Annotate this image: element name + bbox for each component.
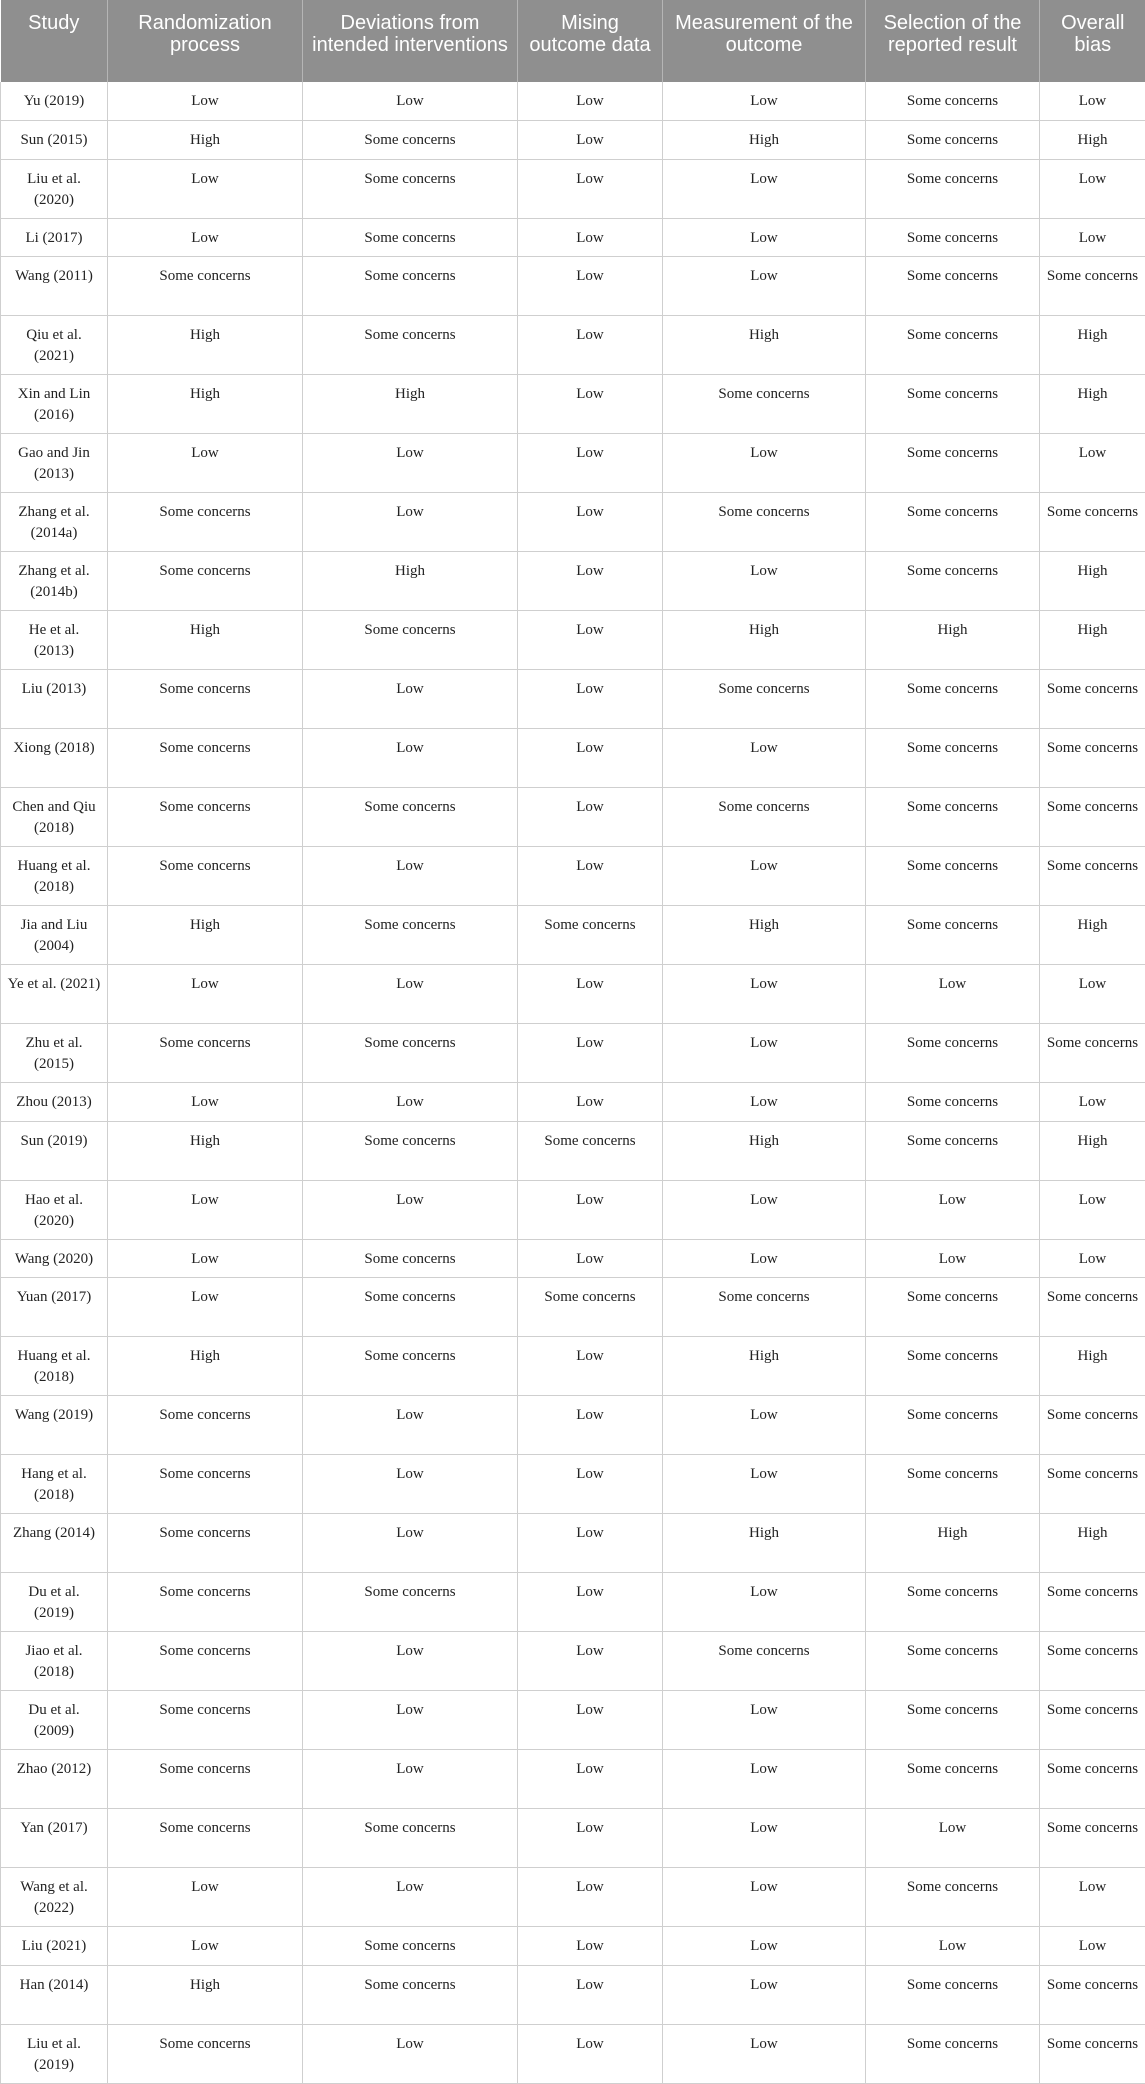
- cell-deviations: Low: [303, 434, 518, 493]
- cell-missing-data: Low: [518, 1239, 663, 1278]
- cell-overall-bias: Some concerns: [1040, 1573, 1145, 1632]
- cell-missing-data: Low: [518, 434, 663, 493]
- cell-measurement: Low: [663, 965, 866, 1024]
- table-row: [1, 2024, 1145, 2083]
- cell-missing-data: Low: [518, 1750, 663, 1809]
- table-row: [1, 1573, 1145, 1632]
- table-row: [1, 1868, 1145, 1927]
- cell-randomization: Some concerns: [108, 493, 303, 552]
- cell-randomization: Low: [108, 1180, 303, 1239]
- header-overall-bias: Overall bias: [1040, 0, 1145, 82]
- cell-deviations: High: [303, 375, 518, 434]
- cell-measurement: Some concerns: [663, 493, 866, 552]
- cell-measurement: Some concerns: [663, 1632, 866, 1691]
- cell-overall-bias: Some concerns: [1040, 1024, 1145, 1083]
- cell-randomization: High: [108, 316, 303, 375]
- cell-overall-bias: High: [1040, 375, 1145, 434]
- table-row: [1, 1965, 1145, 2024]
- cell-randomization: Some concerns: [108, 552, 303, 611]
- cell-missing-data: Low: [518, 611, 663, 670]
- cell-randomization: Some concerns: [108, 1024, 303, 1083]
- cell-measurement: Some concerns: [663, 788, 866, 847]
- cell-measurement: Low: [663, 729, 866, 788]
- cell-missing-data: Low: [518, 1691, 663, 1750]
- cell-measurement: Low: [663, 1180, 866, 1239]
- cell-deviations: Some concerns: [303, 1024, 518, 1083]
- cell-study: Du et al. (2009): [1, 1691, 108, 1750]
- cell-overall-bias: High: [1040, 906, 1145, 965]
- cell-selection: Some concerns: [866, 1337, 1040, 1396]
- cell-overall-bias: Some concerns: [1040, 1396, 1145, 1455]
- cell-deviations: Some concerns: [303, 121, 518, 160]
- cell-deviations: Low: [303, 82, 518, 121]
- cell-overall-bias: Some concerns: [1040, 1965, 1145, 2024]
- cell-selection: Some concerns: [866, 1121, 1040, 1180]
- cell-missing-data: Low: [518, 1632, 663, 1691]
- cell-randomization: Low: [108, 82, 303, 121]
- cell-selection: Some concerns: [866, 493, 1040, 552]
- cell-deviations: Some concerns: [303, 159, 518, 218]
- table-row: [1, 1455, 1145, 1514]
- cell-missing-data: Low: [518, 965, 663, 1024]
- cell-randomization: Some concerns: [108, 1750, 303, 1809]
- cell-study: Qiu et al. (2021): [1, 316, 108, 375]
- cell-missing-data: Low: [518, 847, 663, 906]
- cell-study: Jiao et al. (2018): [1, 1632, 108, 1691]
- cell-randomization: Some concerns: [108, 1514, 303, 1573]
- header-randomization-process: Randomization process: [108, 0, 303, 82]
- cell-missing-data: Low: [518, 1573, 663, 1632]
- cell-overall-bias: Some concerns: [1040, 1455, 1145, 1514]
- cell-missing-data: Low: [518, 1180, 663, 1239]
- cell-deviations: Low: [303, 1691, 518, 1750]
- cell-randomization: Some concerns: [108, 1691, 303, 1750]
- cell-study: Wang (2019): [1, 1396, 108, 1455]
- table-row: [1, 788, 1145, 847]
- cell-randomization: High: [108, 1965, 303, 2024]
- cell-missing-data: Low: [518, 218, 663, 257]
- cell-selection: Low: [866, 1180, 1040, 1239]
- cell-overall-bias: High: [1040, 1121, 1145, 1180]
- table-row: [1, 1024, 1145, 1083]
- header-missing-outcome-data: Mising outcome data: [518, 0, 663, 82]
- cell-measurement: Low: [663, 257, 866, 316]
- cell-selection: Low: [866, 965, 1040, 1024]
- cell-measurement: High: [663, 1337, 866, 1396]
- cell-overall-bias: Some concerns: [1040, 847, 1145, 906]
- cell-measurement: Low: [663, 1750, 866, 1809]
- table-row: [1, 1514, 1145, 1573]
- cell-missing-data: Low: [518, 159, 663, 218]
- cell-study: He et al. (2013): [1, 611, 108, 670]
- cell-measurement: High: [663, 1514, 866, 1573]
- cell-measurement: Low: [663, 82, 866, 121]
- cell-randomization: Low: [108, 1278, 303, 1337]
- header-deviations: Deviations from intended interventions: [303, 0, 518, 82]
- cell-randomization: Some concerns: [108, 847, 303, 906]
- cell-selection: Some concerns: [866, 316, 1040, 375]
- cell-deviations: Low: [303, 2024, 518, 2083]
- cell-study: Wang (2011): [1, 257, 108, 316]
- cell-deviations: Some concerns: [303, 906, 518, 965]
- cell-selection: Some concerns: [866, 218, 1040, 257]
- cell-deviations: Low: [303, 1632, 518, 1691]
- table-row: [1, 1083, 1145, 1122]
- cell-missing-data: Low: [518, 375, 663, 434]
- cell-deviations: Some concerns: [303, 1278, 518, 1337]
- cell-study: Xiong (2018): [1, 729, 108, 788]
- cell-selection: Some concerns: [866, 82, 1040, 121]
- cell-study: Sun (2015): [1, 121, 108, 160]
- cell-randomization: Some concerns: [108, 729, 303, 788]
- cell-measurement: Some concerns: [663, 670, 866, 729]
- cell-study: Liu (2013): [1, 670, 108, 729]
- cell-measurement: Low: [663, 1965, 866, 2024]
- cell-selection: High: [866, 611, 1040, 670]
- header-row: [1, 0, 1145, 82]
- cell-selection: High: [866, 1514, 1040, 1573]
- table-row: [1, 552, 1145, 611]
- cell-deviations: Some concerns: [303, 1927, 518, 1966]
- cell-study: Zhao (2012): [1, 1750, 108, 1809]
- cell-deviations: Some concerns: [303, 257, 518, 316]
- cell-deviations: Some concerns: [303, 1239, 518, 1278]
- cell-study: Yu (2019): [1, 82, 108, 121]
- cell-measurement: Low: [663, 1455, 866, 1514]
- cell-deviations: Low: [303, 1750, 518, 1809]
- table-row: [1, 159, 1145, 218]
- cell-selection: Low: [866, 1809, 1040, 1868]
- cell-study: Zhang et al. (2014a): [1, 493, 108, 552]
- table-row: [1, 1180, 1145, 1239]
- table-row: [1, 847, 1145, 906]
- cell-study: Zhang et al. (2014b): [1, 552, 108, 611]
- cell-study: Yan (2017): [1, 1809, 108, 1868]
- cell-deviations: Some concerns: [303, 1121, 518, 1180]
- cell-randomization: High: [108, 906, 303, 965]
- cell-missing-data: Low: [518, 1396, 663, 1455]
- cell-measurement: Low: [663, 1927, 866, 1966]
- cell-randomization: Some concerns: [108, 1632, 303, 1691]
- cell-missing-data: Low: [518, 1083, 663, 1122]
- table-row: [1, 1927, 1145, 1966]
- cell-measurement: Low: [663, 218, 866, 257]
- cell-deviations: Some concerns: [303, 1809, 518, 1868]
- cell-selection: Some concerns: [866, 1573, 1040, 1632]
- cell-selection: Some concerns: [866, 1455, 1040, 1514]
- cell-deviations: Low: [303, 1180, 518, 1239]
- table-row: [1, 1239, 1145, 1278]
- cell-randomization: Low: [108, 1927, 303, 1966]
- cell-deviations: Low: [303, 1868, 518, 1927]
- cell-study: Xin and Lin (2016): [1, 375, 108, 434]
- cell-selection: Some concerns: [866, 1691, 1040, 1750]
- cell-randomization: Some concerns: [108, 257, 303, 316]
- cell-missing-data: Low: [518, 1809, 663, 1868]
- cell-measurement: Low: [663, 434, 866, 493]
- table-row: [1, 316, 1145, 375]
- table-body: [1, 82, 1145, 2083]
- table-row: [1, 257, 1145, 316]
- cell-randomization: High: [108, 611, 303, 670]
- cell-missing-data: Low: [518, 1868, 663, 1927]
- table-row: [1, 1691, 1145, 1750]
- cell-study: Zhang (2014): [1, 1514, 108, 1573]
- cell-selection: Some concerns: [866, 1632, 1040, 1691]
- cell-study: Zhou (2013): [1, 1083, 108, 1122]
- cell-selection: Some concerns: [866, 159, 1040, 218]
- cell-missing-data: Low: [518, 788, 663, 847]
- cell-overall-bias: Low: [1040, 159, 1145, 218]
- table-row: [1, 1809, 1145, 1868]
- cell-deviations: Low: [303, 1514, 518, 1573]
- cell-randomization: Some concerns: [108, 670, 303, 729]
- cell-measurement: Low: [663, 1573, 866, 1632]
- cell-overall-bias: Some concerns: [1040, 257, 1145, 316]
- cell-overall-bias: Some concerns: [1040, 1278, 1145, 1337]
- cell-overall-bias: Low: [1040, 1868, 1145, 1927]
- cell-randomization: Low: [108, 159, 303, 218]
- cell-missing-data: Low: [518, 82, 663, 121]
- cell-study: Huang et al. (2018): [1, 847, 108, 906]
- cell-overall-bias: Low: [1040, 965, 1145, 1024]
- cell-selection: Some concerns: [866, 1024, 1040, 1083]
- header-measurement-of-outcome: Measurement of the outcome: [663, 0, 866, 82]
- cell-selection: Some concerns: [866, 552, 1040, 611]
- cell-missing-data: Low: [518, 2024, 663, 2083]
- cell-selection: Some concerns: [866, 729, 1040, 788]
- cell-study: Sun (2019): [1, 1121, 108, 1180]
- cell-missing-data: Low: [518, 670, 663, 729]
- cell-missing-data: Low: [518, 1024, 663, 1083]
- table-row: [1, 611, 1145, 670]
- cell-measurement: Low: [663, 1396, 866, 1455]
- cell-missing-data: Low: [518, 1927, 663, 1966]
- cell-overall-bias: Some concerns: [1040, 1691, 1145, 1750]
- cell-overall-bias: Low: [1040, 434, 1145, 493]
- cell-selection: Low: [866, 1927, 1040, 1966]
- cell-missing-data: Some concerns: [518, 1121, 663, 1180]
- cell-missing-data: Low: [518, 1337, 663, 1396]
- cell-study: Ye et al. (2021): [1, 965, 108, 1024]
- cell-deviations: Some concerns: [303, 788, 518, 847]
- cell-study: Hao et al. (2020): [1, 1180, 108, 1239]
- cell-overall-bias: High: [1040, 316, 1145, 375]
- cell-overall-bias: Low: [1040, 1239, 1145, 1278]
- cell-randomization: High: [108, 1121, 303, 1180]
- cell-study: Liu et al. (2020): [1, 159, 108, 218]
- cell-measurement: Low: [663, 1239, 866, 1278]
- table-row: [1, 729, 1145, 788]
- cell-measurement: Low: [663, 552, 866, 611]
- cell-measurement: Low: [663, 159, 866, 218]
- table-row: [1, 218, 1145, 257]
- cell-deviations: Low: [303, 670, 518, 729]
- cell-missing-data: Low: [518, 1514, 663, 1573]
- cell-measurement: Low: [663, 1024, 866, 1083]
- cell-measurement: Some concerns: [663, 1278, 866, 1337]
- cell-study: Han (2014): [1, 1965, 108, 2024]
- cell-selection: Some concerns: [866, 906, 1040, 965]
- cell-measurement: Low: [663, 1809, 866, 1868]
- cell-study: Wang (2020): [1, 1239, 108, 1278]
- cell-randomization: Some concerns: [108, 1573, 303, 1632]
- cell-measurement: Low: [663, 2024, 866, 2083]
- cell-measurement: High: [663, 906, 866, 965]
- cell-selection: Some concerns: [866, 257, 1040, 316]
- table-row: [1, 1278, 1145, 1337]
- cell-overall-bias: High: [1040, 1514, 1145, 1573]
- cell-measurement: High: [663, 1121, 866, 1180]
- cell-randomization: Some concerns: [108, 788, 303, 847]
- cell-selection: Some concerns: [866, 1396, 1040, 1455]
- cell-missing-data: Low: [518, 121, 663, 160]
- cell-overall-bias: Some concerns: [1040, 493, 1145, 552]
- cell-selection: Some concerns: [866, 670, 1040, 729]
- cell-deviations: Low: [303, 729, 518, 788]
- cell-missing-data: Some concerns: [518, 906, 663, 965]
- cell-selection: Some concerns: [866, 1083, 1040, 1122]
- cell-selection: Some concerns: [866, 1965, 1040, 2024]
- cell-selection: Some concerns: [866, 375, 1040, 434]
- cell-overall-bias: Low: [1040, 1180, 1145, 1239]
- cell-missing-data: Low: [518, 257, 663, 316]
- cell-study: Li (2017): [1, 218, 108, 257]
- cell-selection: Some concerns: [866, 434, 1040, 493]
- cell-overall-bias: High: [1040, 552, 1145, 611]
- table-row: [1, 1396, 1145, 1455]
- cell-measurement: High: [663, 316, 866, 375]
- cell-overall-bias: Some concerns: [1040, 1809, 1145, 1868]
- cell-study: Gao and Jin (2013): [1, 434, 108, 493]
- cell-study: Liu et al. (2019): [1, 2024, 108, 2083]
- cell-deviations: Low: [303, 1396, 518, 1455]
- cell-measurement: Low: [663, 1868, 866, 1927]
- cell-randomization: Some concerns: [108, 1809, 303, 1868]
- cell-selection: Some concerns: [866, 1278, 1040, 1337]
- cell-deviations: Low: [303, 847, 518, 906]
- cell-missing-data: Low: [518, 493, 663, 552]
- cell-overall-bias: Some concerns: [1040, 2024, 1145, 2083]
- cell-missing-data: Low: [518, 729, 663, 788]
- table-row: [1, 1121, 1145, 1180]
- cell-randomization: Low: [108, 1868, 303, 1927]
- cell-deviations: Some concerns: [303, 1337, 518, 1396]
- cell-randomization: Some concerns: [108, 1396, 303, 1455]
- cell-deviations: High: [303, 552, 518, 611]
- cell-selection: Some concerns: [866, 121, 1040, 160]
- cell-overall-bias: Low: [1040, 1927, 1145, 1966]
- cell-overall-bias: High: [1040, 1337, 1145, 1396]
- table-row: [1, 965, 1145, 1024]
- cell-randomization: Low: [108, 218, 303, 257]
- cell-study: Liu (2021): [1, 1927, 108, 1966]
- cell-deviations: Some concerns: [303, 1573, 518, 1632]
- cell-missing-data: Low: [518, 1455, 663, 1514]
- cell-overall-bias: Some concerns: [1040, 788, 1145, 847]
- cell-randomization: High: [108, 121, 303, 160]
- table-row: [1, 1632, 1145, 1691]
- cell-randomization: Low: [108, 965, 303, 1024]
- cell-missing-data: Low: [518, 552, 663, 611]
- table-row: [1, 906, 1145, 965]
- cell-study: Chen and Qiu (2018): [1, 788, 108, 847]
- cell-deviations: Some concerns: [303, 611, 518, 670]
- table-row: [1, 121, 1145, 160]
- cell-missing-data: Some concerns: [518, 1278, 663, 1337]
- cell-randomization: Low: [108, 1239, 303, 1278]
- cell-missing-data: Low: [518, 316, 663, 375]
- cell-selection: Some concerns: [866, 1868, 1040, 1927]
- cell-study: Zhu et al. (2015): [1, 1024, 108, 1083]
- cell-overall-bias: Low: [1040, 82, 1145, 121]
- table-row: [1, 670, 1145, 729]
- cell-randomization: High: [108, 1337, 303, 1396]
- table-row: [1, 1337, 1145, 1396]
- cell-overall-bias: Some concerns: [1040, 1632, 1145, 1691]
- header-selection-of-reported-result: Selection of the reported result: [866, 0, 1040, 82]
- cell-measurement: Low: [663, 1691, 866, 1750]
- cell-measurement: Low: [663, 847, 866, 906]
- cell-deviations: Low: [303, 1455, 518, 1514]
- cell-deviations: Low: [303, 493, 518, 552]
- cell-overall-bias: Some concerns: [1040, 1750, 1145, 1809]
- cell-measurement: High: [663, 611, 866, 670]
- table-row: [1, 493, 1145, 552]
- cell-deviations: Low: [303, 1083, 518, 1122]
- cell-randomization: Some concerns: [108, 1455, 303, 1514]
- table-row: [1, 434, 1145, 493]
- cell-deviations: Low: [303, 965, 518, 1024]
- cell-randomization: Low: [108, 1083, 303, 1122]
- cell-overall-bias: High: [1040, 121, 1145, 160]
- cell-overall-bias: Low: [1040, 218, 1145, 257]
- cell-measurement: Some concerns: [663, 375, 866, 434]
- cell-selection: Some concerns: [866, 847, 1040, 906]
- cell-overall-bias: Low: [1040, 1083, 1145, 1122]
- cell-missing-data: Low: [518, 1965, 663, 2024]
- cell-study: Yuan (2017): [1, 1278, 108, 1337]
- cell-study: Du et al. (2019): [1, 1573, 108, 1632]
- cell-overall-bias: Some concerns: [1040, 729, 1145, 788]
- header-study: Study: [1, 0, 108, 82]
- cell-selection: Some concerns: [866, 788, 1040, 847]
- cell-selection: Low: [866, 1239, 1040, 1278]
- cell-selection: Some concerns: [866, 1750, 1040, 1809]
- cell-overall-bias: High: [1040, 611, 1145, 670]
- cell-selection: Some concerns: [866, 2024, 1040, 2083]
- cell-randomization: High: [108, 375, 303, 434]
- table-row: [1, 82, 1145, 121]
- cell-randomization: Low: [108, 434, 303, 493]
- table-row: [1, 375, 1145, 434]
- cell-study: Huang et al. (2018): [1, 1337, 108, 1396]
- cell-randomization: Some concerns: [108, 2024, 303, 2083]
- cell-deviations: Some concerns: [303, 316, 518, 375]
- cell-study: Jia and Liu (2004): [1, 906, 108, 965]
- cell-deviations: Some concerns: [303, 218, 518, 257]
- cell-overall-bias: Some concerns: [1040, 670, 1145, 729]
- cell-deviations: Some concerns: [303, 1965, 518, 2024]
- cell-study: Hang et al. (2018): [1, 1455, 108, 1514]
- table-row: [1, 1750, 1145, 1809]
- cell-study: Wang et al. (2022): [1, 1868, 108, 1927]
- cell-measurement: High: [663, 121, 866, 160]
- cell-measurement: Low: [663, 1083, 866, 1122]
